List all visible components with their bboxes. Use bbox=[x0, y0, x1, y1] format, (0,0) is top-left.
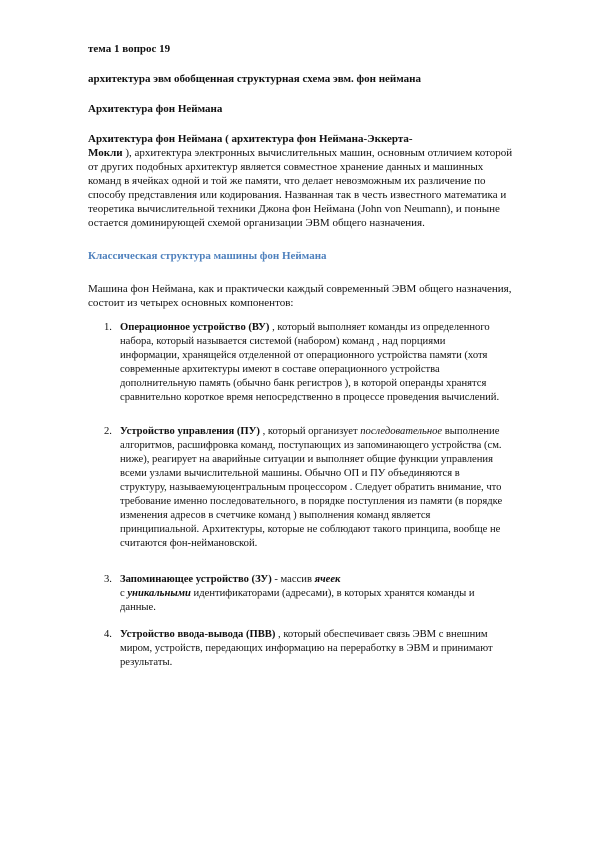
list-item-body bbox=[120, 425, 550, 551]
intro-paragraph bbox=[88, 132, 548, 230]
intro-line-4: команд в ячейках одной и той же памяти, что делает невозможным их различение по bbox=[88, 175, 486, 187]
list-item-text: , который обеспечивает связь ЭВМ с внешним bbox=[275, 629, 488, 640]
list-item-emphasis: уникальными bbox=[127, 588, 191, 599]
list-item-line: изменения адресов в счетчике команд ) выполнения команд является bbox=[120, 510, 431, 521]
intro-line-2-bold: Мокли bbox=[88, 147, 123, 159]
intro-line-6: теоретика вычислительной техники Джона фон Неймана (John von Neumann), и поныне bbox=[88, 203, 500, 215]
list-item-text: , который выполняет команды из определенного bbox=[269, 322, 490, 333]
list-item-line bbox=[120, 628, 550, 642]
intro-line-2 bbox=[88, 146, 548, 160]
list-item-body bbox=[120, 321, 550, 405]
list-item-line: современные архитектуры имеют в составе операционного устройства bbox=[120, 364, 440, 375]
list-item-text: выполнение bbox=[442, 426, 500, 437]
list-item-body bbox=[120, 573, 550, 615]
list-item-text: с bbox=[120, 588, 128, 599]
list-item-line: принципиальной. Архитектуры, которые не соблюдают такого принципа, вообще не bbox=[120, 524, 501, 535]
list-item-body bbox=[120, 628, 550, 670]
list-item-line: информации, хранящейся отделенной от операционного устройства памяти (хотя bbox=[120, 350, 488, 361]
intro-line-5: способу представления или кодирования. Названная так в честь известного математика и bbox=[88, 189, 507, 201]
section-intro-paragraph bbox=[88, 282, 548, 310]
list-item-number: 4. bbox=[104, 629, 112, 640]
list-item-line: набора, который называется системой (набором) команд , над порциями bbox=[120, 336, 446, 347]
list-item-number: 1. bbox=[104, 322, 112, 333]
intro-line-3: от других подобных архитектур является совместное хранение данных и машинных bbox=[88, 161, 484, 173]
list-item-line: ниже), реагирует на аварийные ситуации и выполняет общие функции управления bbox=[120, 454, 493, 465]
topic-line: тема 1 вопрос 19 bbox=[88, 43, 171, 55]
list-item-line: сравнительно короткое время непосредственно в процессе проведения вычислений. bbox=[120, 392, 500, 403]
list-item-line: миром, устройств, передающих информацию на переработку в ЭВМ и принимают bbox=[120, 643, 493, 654]
list-item-number: 3. bbox=[104, 574, 112, 585]
list-item-title: Операционное устройство (ВУ) bbox=[120, 322, 270, 333]
intro-line-7: остается доминирующей схемой организации ЭВМ общего назначения. bbox=[88, 217, 425, 229]
list-item-line: результаты. bbox=[120, 657, 173, 668]
list-item-line: требование именно последовательного, в порядке поступления из памяти (в порядке bbox=[120, 496, 503, 507]
list-item-title: Устройство управления (ПУ) bbox=[120, 426, 260, 437]
list-item-line: алгоритмов, расшифровка команд, поступающих из запоминающего устройства (см. bbox=[120, 440, 502, 451]
list-item-title: Устройство ввода-вывода (ПВВ) bbox=[120, 629, 276, 640]
list-item-number: 2. bbox=[104, 426, 112, 437]
list-item-line bbox=[120, 587, 550, 601]
list-item-title: Запоминающее устройство (ЗУ) bbox=[120, 574, 272, 585]
list-item-line: данные. bbox=[120, 602, 156, 613]
page-title: Архитектура фон Неймана bbox=[88, 103, 223, 115]
section-intro-line-1: Машина фон Неймана, как и практически каждый современный ЭВМ общего назначения, bbox=[88, 283, 512, 295]
intro-line-1: Архитектура фон Неймана ( архитектура фон Неймана-Эккерта- bbox=[88, 133, 413, 145]
list-item-line: считаются фон-неймановской. bbox=[120, 538, 258, 549]
list-item-emphasis: последовательное bbox=[360, 426, 443, 437]
list-item-emphasis: ячеек bbox=[314, 574, 341, 585]
list-item-line bbox=[120, 573, 550, 587]
subject-line: архитектура эвм обобщенная структурная схема эвм. фон неймана bbox=[88, 73, 422, 85]
intro-line-2-rest: ), архитектура электронных вычислительных машин, основным отличием которой bbox=[122, 147, 513, 159]
list-item-line bbox=[120, 425, 550, 439]
list-item-line bbox=[120, 321, 550, 335]
section-heading: Классическая структура машины фон Неймана bbox=[88, 250, 327, 262]
list-item-line: дополнительную память (обычно банк регистров ), в которой операнды хранятся bbox=[120, 378, 487, 389]
list-item-text: , который организует bbox=[259, 426, 361, 437]
list-item-text: идентификаторами (адресами), в которых хранятся команды и bbox=[190, 588, 475, 599]
list-item-line: структуру, называемуюцентральным процессором . Следует обратить внимание, что bbox=[120, 482, 502, 493]
list-item-line: всеми узлами вычислительной машины. Обычно ОП и ПУ объединяются в bbox=[120, 468, 460, 479]
section-intro-line-2: состоит из четырех основных компонентов: bbox=[88, 297, 294, 309]
list-item-text: - массив bbox=[271, 574, 315, 585]
